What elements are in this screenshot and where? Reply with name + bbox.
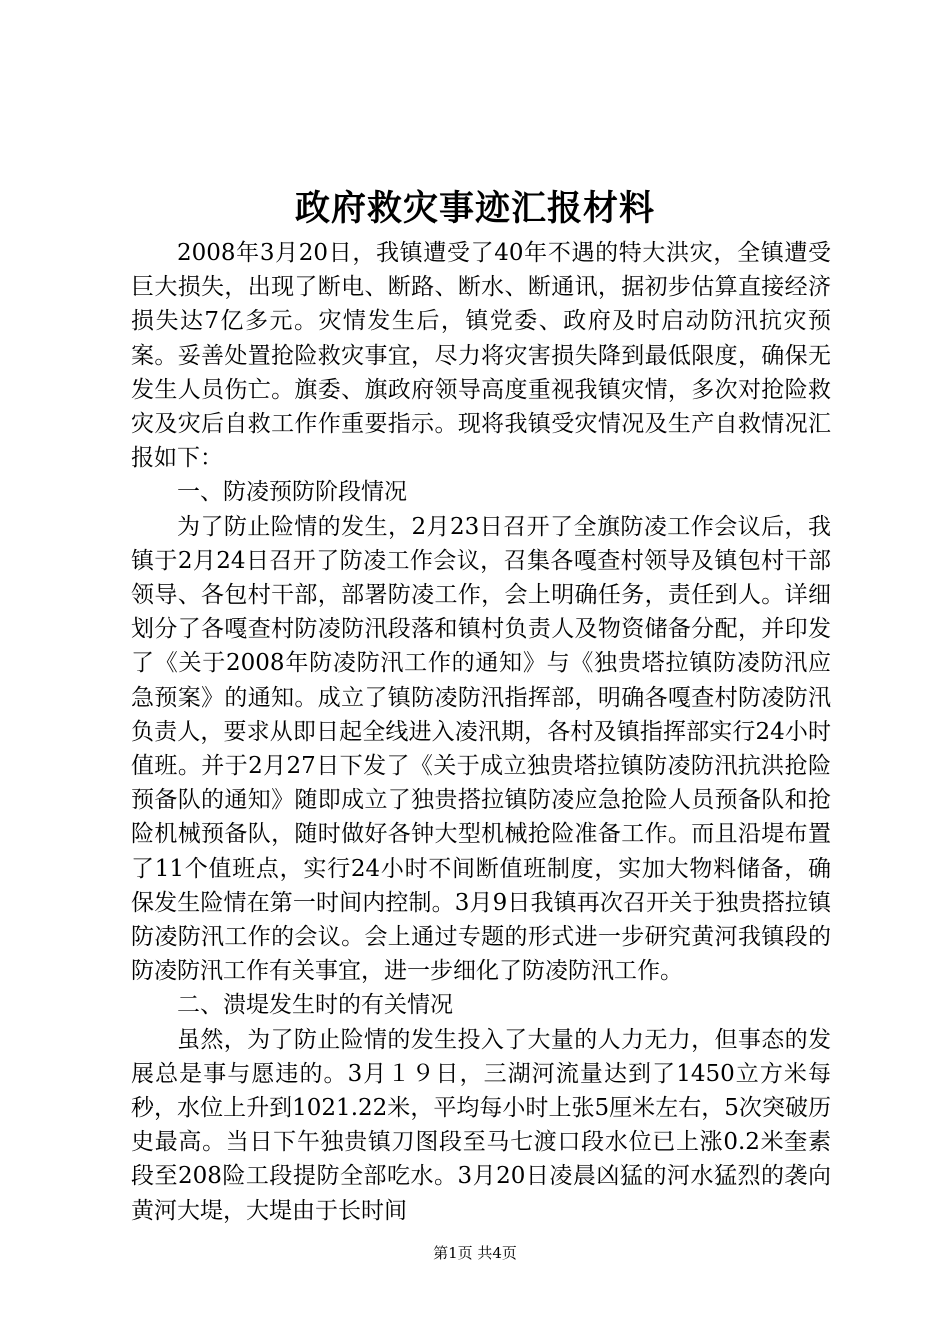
- section-heading-1: 一、防凌预防阶段情况: [177, 479, 407, 506]
- paragraph-section-2: 虽然，为了防止险情的发生投入了大量的人力无力，但事态的发展总是事与愿违的。3月１９日，三湖河流量达到了1450立方米每秒，水位上升到1021.22米，平均每小时上张5厘米左右，5次突破历史最高。当日下午独贵镇刀图段至马七渡口段水位已上涨0.2米奎素段至208险工段提防全部吃水。3月20日凌晨凶猛的河水猛烈的袭向黄河大堤，大堤由于长时间: [131, 1026, 831, 1224]
- paragraph-section-1: 为了防止险情的发生，2月23日召开了全旗防凌工作会议后，我镇于2月24日召开了防凌工作会议，召集各嘎查村领导及镇包村干部领导、各包村干部，部署防凌工作，会上明确任务，责任到人。详细划分了各嘎查村防凌防汛段落和镇村负责人及物资储备分配，并印发了《关于2008年防凌防汛工作的通知》与《独贵塔拉镇防凌防汛应急预案》的通知。成立了镇防凌防汛指挥部，明确各嘎查村防凌防汛负责人，要求从即日起全线进入凌汛期，各村及镇指挥部实行24小时值班。并于2月27日下发了《关于成立独贵塔拉镇防凌防汛抗洪抢险预备队的通知》随即成立了独贵搭拉镇防凌应急抢险人员预备队和抢险机械预备队，随时做好各钟大型机械抢险准备工作。而且沿堤布置了11个值班点，实行24小时不间断值班制度，实加大物料储备，确保发生险情在第一时间内控制。3月9日我镇再次召开关于独贵搭拉镇防凌防汛工作的会议。会上通过专题的形式进一步研究黄河我镇段的防凌防汛工作有关事宜，进一步细化了防凌防汛工作。: [131, 513, 831, 985]
- document-title: 政府救灾事迹汇报材料: [294, 188, 655, 229]
- paragraph-intro: 2008年3月20日，我镇遭受了40年不遇的特大洪灾，全镇遭受巨大损失，出现了断电、断路、断水、断通讯，据初步估算直接经济损失达7亿多元。灾情发生后，镇党委、政府及时启动防汛抗灾预案。妥善处置抢险救灾事宜，尽力将灾害损失降到最低限度，确保无发生人员伤亡。旗委、旗政府领导高度重视我镇灾情，多次对抢险救灾及灾后自救工作作重要指示。现将我镇受灾情况及生产自救情况汇报如下：: [131, 240, 831, 472]
- document-body: [131, 236, 831, 1228]
- page-number-footer: 第1页 共4页: [433, 1244, 517, 1262]
- section-heading-2: 二、溃堤发生时的有关情况: [177, 992, 453, 1019]
